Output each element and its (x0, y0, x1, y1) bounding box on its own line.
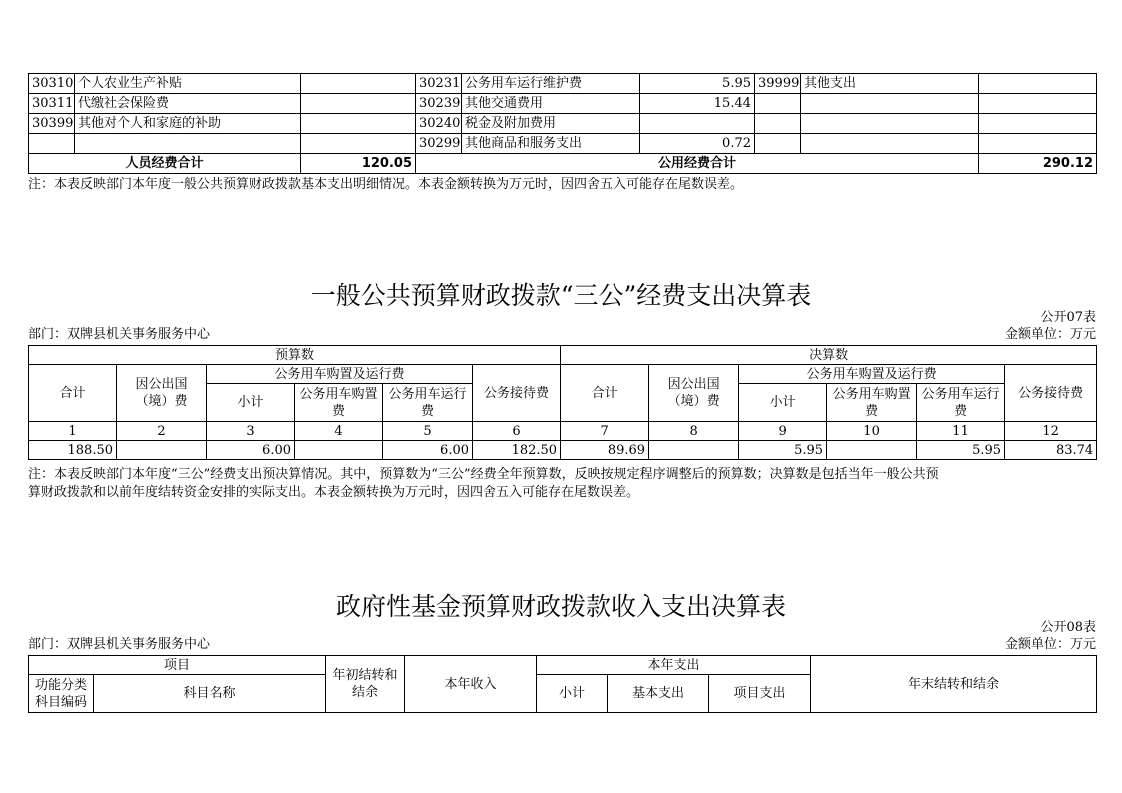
table-cell: 公务用车运行维护费 (462, 74, 640, 94)
table-cell (301, 134, 416, 154)
table2-unit: 金额单位：万元 (1004, 327, 1096, 342)
table-cell (301, 94, 416, 114)
table-cell (979, 134, 1097, 154)
column-number: 5 (383, 422, 473, 441)
column-number: 6 (473, 422, 561, 441)
table1-note: 注：本表反映部门本年度一般公共预算财政拨款基本支出明细情况。本表金额转换为万元时，因四舍五入可能存在尾数误差。 (28, 177, 744, 192)
table-cell (640, 114, 755, 134)
totals-row (29, 154, 1097, 174)
budget-abroad-header: 因公出国（境）费 (117, 365, 207, 422)
table-cell: 30299 (416, 134, 462, 154)
budget-car-run-header: 公务用车运行费 (383, 384, 473, 422)
table-cell: 30240 (416, 114, 462, 134)
table-cell (301, 74, 416, 94)
budget-car-buy-header: 公务用车购置费 (295, 384, 383, 422)
project-expense-header: 项目支出 (709, 675, 811, 713)
column-number: 1 (29, 422, 117, 441)
final-reception-header: 公务接待费 (1005, 365, 1097, 422)
value-cell (827, 441, 917, 460)
expense-subtotal-header: 小计 (537, 675, 608, 713)
values-row (29, 441, 1097, 460)
income-header: 本年收入 (405, 656, 537, 713)
table3-unit: 金额单位：万元 (1004, 637, 1096, 652)
table-cell: 30231 (416, 74, 462, 94)
table-cell (801, 114, 979, 134)
value-cell: 6.00 (207, 441, 295, 460)
value-cell (649, 441, 739, 460)
basic-expense-header: 基本支出 (608, 675, 709, 713)
final-subtotal-header: 小计 (739, 384, 827, 422)
three-public-expense-table (28, 345, 1097, 460)
table-row (29, 74, 1097, 94)
table-cell: 30310 (29, 74, 75, 94)
table-cell (979, 94, 1097, 114)
column-number-row (29, 422, 1097, 441)
item-header: 项目 (29, 656, 326, 675)
table-row (29, 114, 1097, 134)
gov-fund-table (28, 655, 1097, 713)
value-cell: 89.69 (561, 441, 649, 460)
column-number: 10 (827, 422, 917, 441)
table-cell: 其他对个人和家庭的补助 (75, 114, 301, 134)
final-header: 决算数 (561, 346, 1097, 365)
column-number: 11 (917, 422, 1005, 441)
table-cell (979, 114, 1097, 134)
table-cell: 其他商品和服务支出 (462, 134, 640, 154)
table-cell (801, 134, 979, 154)
value-cell (295, 441, 383, 460)
value-cell: 182.50 (473, 441, 561, 460)
value-cell: 188.50 (29, 441, 117, 460)
table3-code: 公开08表 (1040, 620, 1096, 635)
table-cell (755, 94, 801, 114)
value-cell: 83.74 (1005, 441, 1097, 460)
budget-subtotal-header: 小计 (207, 384, 295, 422)
carry-end-header: 年末结转和结余 (811, 656, 1097, 713)
value-cell (117, 441, 207, 460)
table-cell (29, 134, 75, 154)
table-cell (301, 114, 416, 134)
budget-header: 预算数 (29, 346, 561, 365)
column-number: 3 (207, 422, 295, 441)
table-row (29, 94, 1097, 114)
column-number: 9 (739, 422, 827, 441)
carry-begin-header: 年初结转和结余 (326, 656, 405, 713)
table3-dept: 部门：双牌县机关事务服务中心 (28, 637, 211, 652)
table-row (29, 134, 1097, 154)
table-cell (755, 134, 801, 154)
table-cell: 代缴社会保险费 (75, 94, 301, 114)
code-header: 功能分类科目编码 (29, 675, 94, 713)
total-personnel-value: 120.05 (301, 154, 416, 174)
final-car-buy-header: 公务用车购置费 (827, 384, 917, 422)
table-cell: 30311 (29, 94, 75, 114)
column-number: 12 (1005, 422, 1097, 441)
column-number: 2 (117, 422, 207, 441)
table-cell: 5.95 (640, 74, 755, 94)
table-cell (979, 74, 1097, 94)
table-cell: 0.72 (640, 134, 755, 154)
table2-note-line1: 注：本表反映部门本年度“三公”经费支出预决算情况。其中，预算数为“三公”经费全年预算数，反映按规定程序调整后的预算数；决算数是包括当年一般公共预 (28, 467, 939, 482)
name-header: 科目名称 (94, 675, 326, 713)
table2-note-line2: 算财政拨款和以前年度结转资金安排的实际支出。本表金额转换为万元时，因四舍五入可能存在尾数误差。 (28, 485, 640, 500)
table-cell: 其他支出 (801, 74, 979, 94)
table2-title: 一般公共预算财政拨款“三公”经费支出决算表 (310, 281, 812, 310)
table3-title: 政府性基金预算财政拨款收入支出决算表 (335, 592, 786, 621)
expense-header: 本年支出 (537, 656, 811, 675)
total-personnel-label: 人员经费合计 (29, 154, 301, 174)
table-cell (75, 134, 301, 154)
table-cell: 15.44 (640, 94, 755, 114)
table-cell: 30239 (416, 94, 462, 114)
value-cell: 5.95 (917, 441, 1005, 460)
table-cell: 个人农业生产补贴 (75, 74, 301, 94)
final-car-run-header: 公务用车运行费 (917, 384, 1005, 422)
table-cell: 30399 (29, 114, 75, 134)
table-cell (801, 94, 979, 114)
table2-code: 公开07表 (1040, 310, 1096, 325)
value-cell: 5.95 (739, 441, 827, 460)
budget-reception-header: 公务接待费 (473, 365, 561, 422)
table2-dept: 部门：双牌县机关事务服务中心 (28, 327, 211, 342)
table-cell: 税金及附加费用 (462, 114, 640, 134)
value-cell: 6.00 (383, 441, 473, 460)
final-abroad-header: 因公出国（境）费 (649, 365, 739, 422)
column-number: 4 (295, 422, 383, 441)
final-car-header: 公务用车购置及运行费 (739, 365, 1005, 384)
column-number: 8 (649, 422, 739, 441)
budget-car-header: 公务用车购置及运行费 (207, 365, 473, 384)
total-public-value: 290.12 (979, 154, 1097, 174)
table-cell (755, 114, 801, 134)
column-number: 7 (561, 422, 649, 441)
expense-detail-table (28, 73, 1097, 174)
total-public-label: 公用经费合计 (416, 154, 979, 174)
table-cell: 其他交通费用 (462, 94, 640, 114)
budget-total-header: 合计 (29, 365, 117, 422)
final-total-header: 合计 (561, 365, 649, 422)
table-cell: 39999 (755, 74, 801, 94)
